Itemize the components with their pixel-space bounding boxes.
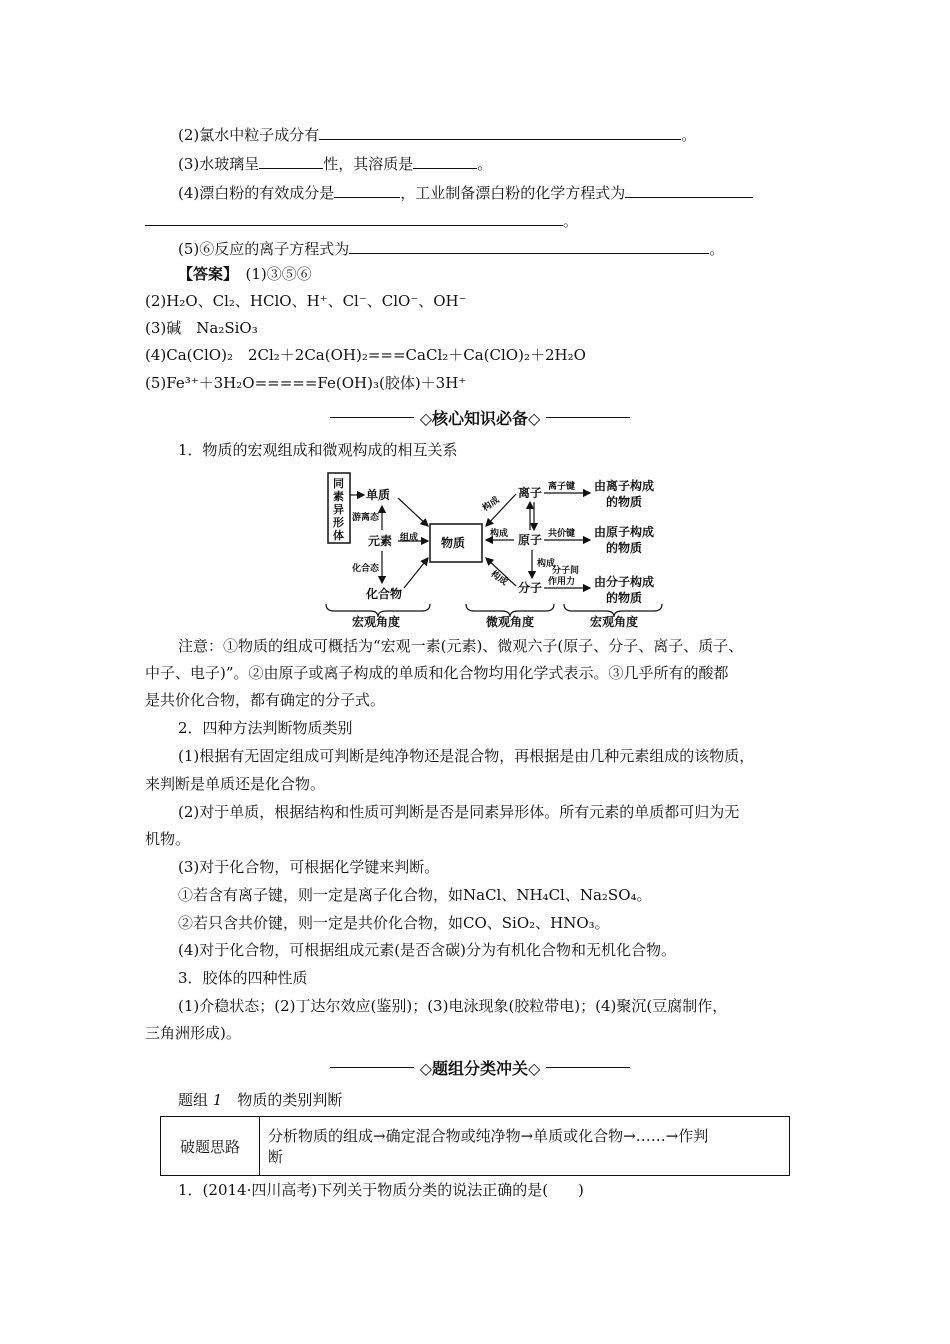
answer-blank[interactable] [334, 182, 400, 198]
by-atom-label-2: 的物质 [606, 541, 643, 555]
molecule-label: 分子 [518, 581, 543, 595]
note-line-3: 是共价化合物，都有确定的分子式。 [145, 691, 386, 709]
answer-blank[interactable] [625, 182, 753, 198]
answer-2: (2)H₂O、Cl₂、HClO、H⁺、Cl⁻、ClO⁻、OH⁻ [145, 292, 467, 310]
table-row [161, 1117, 790, 1176]
composition-diagram [322, 468, 667, 630]
intermolecular-label-2: 作用力 [548, 577, 576, 587]
point-2-item-1a: (1)根据有无固定组成可判断是纯净物还是混合物，再根据是由几种元素组成的该物质， [178, 747, 755, 765]
ion-label: 离子 [518, 486, 543, 500]
table-key: 破题思路 [161, 1117, 260, 1176]
question-1: 1．(2014·四川高考)下列关于物质分类的说法正确的是( ) [178, 1181, 584, 1199]
compound-label: 化合物 [366, 587, 403, 601]
allotrope-char-1: 同素异形体 [333, 477, 344, 542]
divider [330, 1067, 414, 1068]
question-4: (4)漂白粉的有效成分是 ，工业制备漂白粉的化学方程式为 [178, 182, 753, 203]
micro-label: 微观角度 [486, 615, 535, 629]
element-label: 元素 [368, 534, 393, 548]
point-2-item-4: (4)对于化合物，可根据组成元素(是否含碳)分为有机化合物和无机化合物。 [178, 941, 676, 959]
construct-label: 构成 [488, 569, 510, 588]
section-heading-core-knowledge: ◇核心知识必备◇ [330, 405, 630, 429]
by-atom-label-1: 由原子构成 [594, 525, 655, 539]
combined-state-label: 化合态 [352, 564, 380, 574]
answer-blank[interactable] [145, 210, 563, 226]
answer-blank[interactable] [259, 153, 323, 169]
answer-line-1 [178, 264, 312, 284]
group-1-title: 题组 1 物质的类别判断 [178, 1091, 343, 1109]
point-2-item-3b: ②若只含共价键，则一定是共价化合物，如CO、SiO₂、HNO₃。 [178, 914, 610, 932]
by-molecule-label-2: 的物质 [606, 591, 643, 605]
arrow [398, 498, 428, 526]
construct-label: 构成 [490, 529, 509, 539]
matter-label: 物质 [441, 536, 466, 550]
covalent-bond-label: 共价键 [548, 529, 576, 539]
answer-1: (1)③⑤⑥ [245, 265, 312, 283]
by-ion-label-2: 的物质 [606, 495, 643, 509]
atom-label: 原子 [518, 533, 543, 547]
point-2-item-1b: 来判断是单质还是化合物。 [145, 775, 326, 793]
question-2: (2)氯水中粒子成分有 。 [178, 126, 697, 144]
note-line-2: 中子、电子)”。②由原子或离子构成的单质和化合物均用化学式表示。③几乎所有的酸都 [145, 664, 729, 682]
construct-label: 构成 [480, 495, 502, 514]
arrow [404, 558, 428, 588]
compose-label: 组成 [400, 533, 419, 543]
question-5: (5)⑥反应的离子方程式为 。 [178, 240, 725, 258]
macro-label: 宏观角度 [590, 615, 639, 629]
by-ion-label-1: 由离子构成 [594, 479, 655, 493]
table-value: 分析物质的组成→确定混合物或纯净物→单质或化合物→……→作判 断 [260, 1117, 790, 1176]
ionic-bond-label: 离子键 [548, 482, 576, 492]
construct-label: 构成 [537, 559, 556, 569]
note-line-1: 注意：①物质的组成可概括为“宏观一素(元素)、微观六子(原子、分子、离子、质子、 [178, 637, 744, 655]
point-2-item-2b: 机物。 [145, 830, 191, 848]
point-2-item-3a: ①若含有离子键，则一定是离子化合物，如NaCl、NH₄Cl、Na₂SO₄。 [178, 886, 652, 904]
point-3-line-2: 三角洲形成)。 [145, 1024, 241, 1042]
question-4-cont: 。 [145, 210, 578, 231]
by-molecule-label-1: 由分子构成 [594, 575, 655, 589]
free-state-label: 游离态 [352, 513, 380, 523]
divider [330, 417, 414, 418]
answer-blank[interactable] [319, 124, 681, 140]
divider [546, 417, 630, 418]
divider [546, 1067, 630, 1068]
point-2-item-2a: (2)对于单质，根据结构和性质可判断是否是同素异形体。所有元素的单质都可归为无 [178, 803, 740, 821]
answer-tag: 【答案】 [178, 265, 231, 283]
answer-3: (3)碱 Na₂SiO₃ [145, 319, 258, 337]
point-3-line-1: (1)介稳状态；(2)丁达尔效应(鉴别)；(3)电泳现象(胶粒带电)；(4)聚沉(豆腐制作， [178, 997, 728, 1015]
strategy-table [160, 1116, 790, 1176]
question-3: (3)水玻璃呈 性，其溶质是 。 [178, 155, 493, 173]
point-3-title: 3．胶体的四种性质 [178, 969, 308, 987]
point-1-title: 1．物质的宏观组成和微观构成的相互关系 [178, 441, 458, 459]
simple-substance-label: 单质 [366, 488, 391, 502]
answer-blank[interactable] [413, 153, 477, 169]
section-heading-group-practice: ◇题组分类冲关◇ [330, 1055, 630, 1079]
intermolecular-label-1: 分子间 [552, 566, 580, 576]
point-2-item-3: (3)对于化合物，可根据化学键来判断。 [178, 858, 440, 876]
point-2-title: 2．四种方法判断物质类别 [178, 719, 353, 737]
macro-label: 宏观角度 [352, 615, 401, 629]
answer-blank[interactable] [349, 238, 709, 254]
answer-5: (5)Fe³⁺＋3H₂O=====Fe(OH)₃(胶体)＋3H⁺ [145, 374, 467, 392]
answer-4: (4)Ca(ClO)₂ 2Cl₂＋2Ca(OH)₂===CaCl₂＋Ca(ClO)₂＋2H₂O [145, 346, 586, 364]
